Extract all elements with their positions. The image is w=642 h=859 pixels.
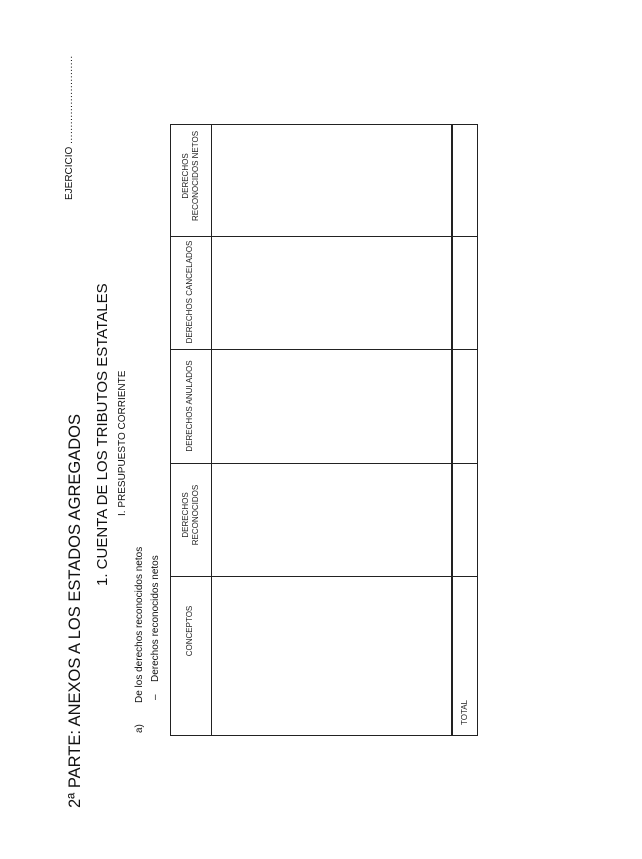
column-divider (171, 576, 477, 577)
list-dash-marker: – (150, 694, 161, 700)
ejercicio-blank: ........................... (64, 55, 75, 144)
list-item-a (134, 547, 145, 733)
list-marker-a: a) (134, 724, 145, 733)
ejercicio-label: EJERCICIO (64, 146, 75, 200)
header-derechos-cancelados (185, 237, 195, 347)
header-derechos-cancelados-text: DERECHOS CANCELADOS (185, 240, 194, 344)
header-derechos-reconocidos (181, 460, 201, 570)
header-conceptos-text: CONCEPTOS (185, 605, 194, 657)
list-subitem (150, 555, 161, 700)
total-label: TOTAL (460, 699, 469, 725)
header-row-divider (211, 125, 212, 735)
column-divider (171, 349, 477, 350)
header-derechos-anulados (185, 351, 195, 461)
header-line1: DERECHOS (181, 153, 190, 199)
list-subitem-text: Derechos reconocidos netos (150, 555, 161, 682)
header-line1: DERECHOS (181, 492, 190, 538)
header-line2: RECONOCIDOS (191, 484, 200, 546)
tributes-table (170, 124, 478, 736)
ejercicio-field (64, 55, 75, 200)
column-divider (171, 236, 477, 237)
subsection-heading: I. PRESUPUESTO CORRIENTE (117, 370, 128, 516)
column-divider (171, 463, 477, 464)
header-derechos-reconocidos-netos (181, 121, 201, 231)
header-conceptos (185, 576, 195, 686)
list-item-a-text: De los derechos reconocidos netos (134, 546, 145, 703)
section-heading: 1. CUENTA DE LOS TRIBUTOS ESTATALES (94, 283, 111, 586)
header-derechos-anulados-text: DERECHOS ANULADOS (185, 360, 194, 452)
total-row-divider (451, 125, 453, 735)
header-line2: RECONOCIDOS NETOS (191, 130, 200, 222)
part-heading: 2ª PARTE: ANEXOS A LOS ESTADOS AGREGADOS (66, 414, 84, 808)
